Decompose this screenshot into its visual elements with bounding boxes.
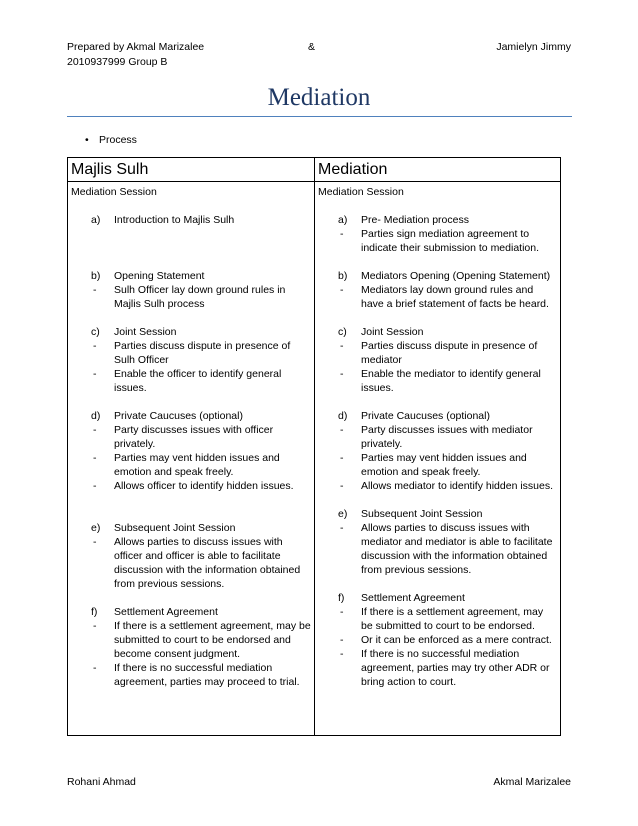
step-detail (73, 479, 311, 493)
step-title: Pre- Mediation process (361, 214, 469, 226)
step-title: Opening Statement (114, 270, 205, 282)
step-title-row (73, 269, 311, 283)
step-detail-text: Parties may vent hidden issues and emotion and speak freely. (361, 452, 527, 478)
step-title-row (320, 507, 557, 521)
step-detail (320, 283, 557, 311)
dash-icon: - (340, 284, 344, 296)
dash-icon: - (93, 620, 97, 632)
session-heading: Mediation Session (318, 186, 404, 198)
bullet-dot-icon: • (85, 134, 89, 146)
header-prepared-by: Prepared by Akmal Marizalee (67, 41, 205, 53)
step-label: f) (91, 606, 98, 618)
document-title: Mediation (267, 84, 371, 111)
process-step (73, 521, 311, 591)
step-detail-text: Enable the mediator to identify general issues. (361, 368, 541, 394)
dash-icon: - (340, 606, 344, 618)
step-title-row (73, 605, 311, 619)
step-detail-text: Allows parties to discuss issues with mediator and mediator is able to facilitate discussion with the information obtained from previous sessions. (361, 522, 553, 576)
step-detail (320, 367, 557, 395)
step-title-row (320, 269, 557, 283)
table-body-row (68, 182, 561, 736)
step-detail-text: Party discusses issues with officer privately. (114, 424, 274, 450)
step-title-row (320, 213, 557, 227)
mediation-column (315, 182, 561, 736)
step-detail (73, 619, 311, 661)
step-detail (73, 535, 311, 591)
step-detail-text: If there is a settlement agreement, may be submitted to court to be endorsed. (361, 606, 544, 632)
step-detail (320, 451, 557, 479)
step-detail-text: Party discusses issues with mediator privately. (361, 424, 533, 450)
step-detail-text: Parties sign mediation agreement to indicate their submission to mediation. (361, 228, 540, 254)
step-title: Private Caucuses (optional) (114, 410, 243, 422)
step-title: Subsequent Joint Session (114, 522, 236, 534)
spacer (71, 199, 311, 213)
step-detail-text: Or it can be enforced as a mere contract. (361, 634, 552, 646)
process-step (73, 269, 311, 311)
step-detail (320, 339, 557, 367)
step-detail-text: Allows parties to discuss issues with officer and officer is able to facilitate discussion with the information obtained from previous sessions. (114, 536, 301, 590)
step-title-row (320, 591, 557, 605)
step-detail-text: If there is a settlement agreement, may be submitted to court to be endorsed and become consent judgment. (114, 620, 311, 660)
step-detail (73, 367, 311, 395)
process-step (73, 409, 311, 493)
footer-right-name: Akmal Marizalee (493, 776, 571, 788)
process-step (320, 507, 557, 577)
process-step (73, 213, 311, 227)
step-title-row (320, 325, 557, 339)
step-detail (73, 283, 311, 311)
step-detail (320, 423, 557, 451)
process-step (320, 213, 557, 255)
step-label: f) (338, 592, 345, 604)
step-detail (320, 647, 557, 689)
step-label: d) (338, 410, 348, 422)
dash-icon: - (93, 536, 97, 548)
session-heading: Mediation Session (71, 186, 157, 198)
header-coauthor: Jamielyn Jimmy (496, 41, 571, 53)
step-title-row (320, 409, 557, 423)
step-label: c) (338, 326, 347, 338)
step-detail-text: Allows mediator to identify hidden issues. (361, 480, 554, 492)
dash-icon: - (93, 452, 97, 464)
step-title-row (73, 521, 311, 535)
dash-icon: - (93, 284, 97, 296)
step-label: b) (338, 270, 348, 282)
step-title: Joint Session (361, 326, 424, 338)
step-title: Settlement Agreement (114, 606, 218, 618)
dash-icon: - (93, 480, 97, 492)
step-detail (320, 633, 557, 647)
dash-icon: - (93, 424, 97, 436)
process-step (320, 269, 557, 311)
step-detail-text: Enable the officer to identify general issues. (114, 368, 282, 394)
step-detail (320, 227, 557, 255)
bullet-text: Process (99, 134, 137, 146)
step-detail (73, 661, 311, 689)
step-label: e) (91, 522, 101, 534)
step-detail (320, 605, 557, 633)
step-label: e) (338, 508, 348, 520)
step-label: c) (91, 326, 100, 338)
step-detail (73, 339, 311, 367)
majlis-sulh-column (68, 182, 315, 736)
process-step (320, 325, 557, 395)
header-ampersand: & (308, 41, 316, 53)
dash-icon: - (93, 368, 97, 380)
step-title: Joint Session (114, 326, 177, 338)
dash-icon: - (340, 424, 344, 436)
table-header-row (68, 158, 561, 182)
dash-icon: - (340, 452, 344, 464)
dash-icon: - (340, 368, 344, 380)
dash-icon: - (93, 340, 97, 352)
process-step (73, 325, 311, 395)
footer-left-name: Rohani Ahmad (67, 776, 136, 788)
step-detail-text: If there is no successful mediation agreement, parties may proceed to trial. (114, 662, 300, 688)
step-title-row (73, 213, 311, 227)
step-detail-text: Parties discuss dispute in presence of Sulh Officer (114, 340, 291, 366)
step-detail-text: Parties discuss dispute in presence of mediator (361, 340, 538, 366)
dash-icon: - (340, 340, 344, 352)
process-step (320, 591, 557, 689)
step-detail (73, 451, 311, 479)
step-detail-text: If there is no successful mediation agreement, parties may try other ADR or bring action to court. (361, 648, 550, 688)
title-underline (67, 116, 572, 117)
step-title: Introduction to Majlis Sulh (114, 214, 235, 226)
dash-icon: - (340, 480, 344, 492)
step-title: Mediators Opening (Opening Statement) (361, 270, 551, 282)
step-detail (320, 521, 557, 577)
step-label: d) (91, 410, 101, 422)
dash-icon: - (340, 648, 344, 660)
step-detail (73, 423, 311, 451)
step-title-row (73, 409, 311, 423)
comparison-table (67, 157, 561, 736)
step-detail-text: Mediators lay down ground rules and have a brief statement of facts be heard. (361, 284, 549, 310)
dash-icon: - (93, 662, 97, 674)
step-title: Private Caucuses (optional) (361, 410, 490, 422)
page-header (67, 40, 571, 70)
step-detail (320, 479, 557, 493)
step-detail-text: Parties may vent hidden issues and emotion and speak freely. (114, 452, 280, 478)
dash-icon: - (340, 634, 344, 646)
step-detail-text: Sulh Officer lay down ground rules in Majlis Sulh process (114, 284, 286, 310)
step-label: b) (91, 270, 101, 282)
step-title: Subsequent Joint Session (361, 508, 483, 520)
dash-icon: - (340, 522, 344, 534)
step-label: a) (91, 214, 101, 226)
column-header-majlis-sulh: Majlis Sulh (68, 158, 315, 182)
dash-icon: - (340, 228, 344, 240)
bullet-item (85, 133, 137, 147)
step-detail-text: Allows officer to identify hidden issues. (114, 480, 294, 492)
step-label: a) (338, 214, 348, 226)
header-student-id: 2010937999 Group B (67, 56, 168, 68)
spacer (318, 199, 557, 213)
step-title: Settlement Agreement (361, 592, 465, 604)
process-step (73, 605, 311, 689)
step-title-row (73, 325, 311, 339)
column-header-mediation: Mediation (315, 158, 561, 182)
process-step (320, 409, 557, 493)
